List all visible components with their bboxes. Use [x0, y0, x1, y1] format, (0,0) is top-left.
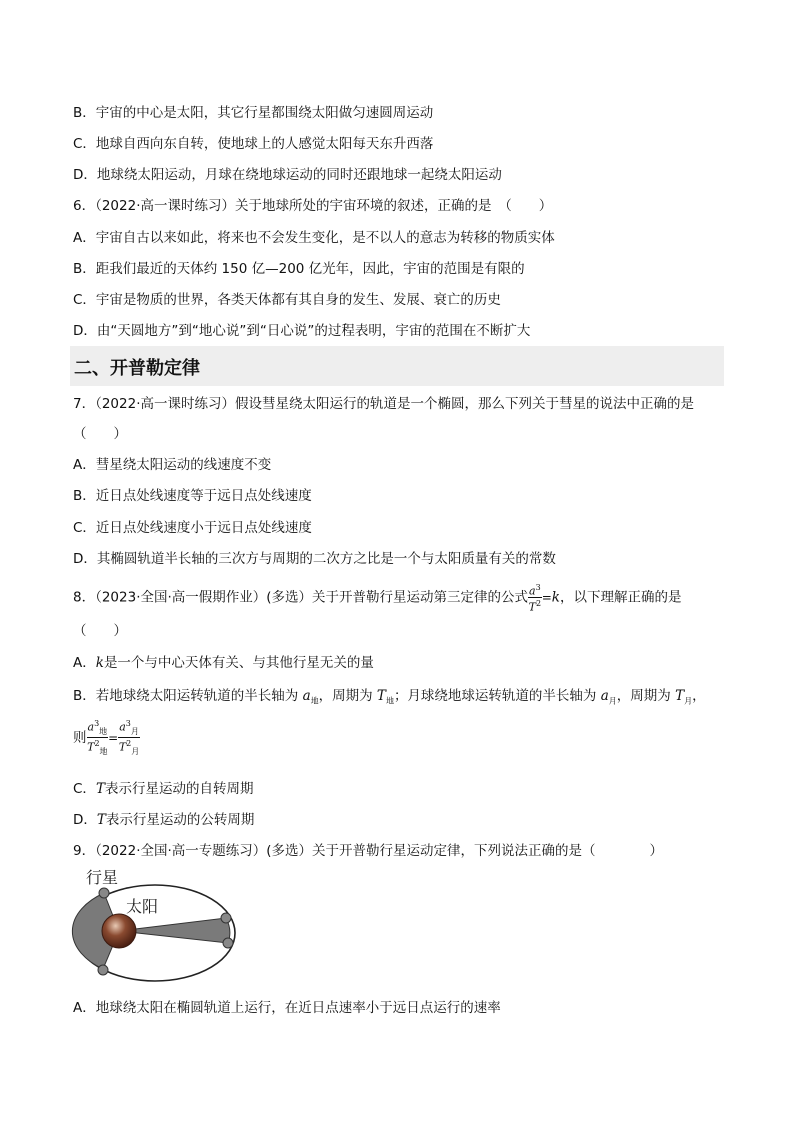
q8-text-pre: 8．（2023·全国·高一假期作业）(多选）关于开普勒行星运动第三定律的公式 [73, 589, 529, 606]
formula-a: a [529, 584, 536, 598]
q8-b-t-moon-sub: 月 [684, 696, 693, 706]
q8-b-a-earth: 地 [310, 696, 319, 706]
q7-option-c: C．近日点处线速度小于远日点处线速度 [73, 520, 312, 536]
formula-square: 2 [536, 598, 542, 608]
q8-option-c-label: C． [73, 781, 96, 797]
planet-dot [98, 965, 108, 975]
q8-option-b-text-1: B．若地球绕太阳运转轨道的半长轴为 [73, 688, 299, 704]
section-title: 二、开普勒定律 [74, 358, 200, 379]
earth-ratio [87, 718, 109, 758]
orbit-diagram-svg [70, 866, 240, 984]
moon-ratio-t-sub: 月 [131, 746, 140, 756]
q8-option-b-text-5: ， [692, 688, 706, 704]
earth-ratio-a-sub: 地 [99, 726, 108, 736]
q5-option-d: D．地球绕太阳运动，月球在绕地球运动的同时还跟地球一起绕太阳运动 [73, 167, 502, 183]
q7-answer-paren: （ ） [73, 426, 127, 442]
earth-ratio-cube: 3 [94, 719, 100, 728]
q8-b-t: T [376, 688, 386, 704]
q8-option-a-text: 是一个与中心天体有关、与其他行星无关的量 [103, 655, 374, 671]
q7-option-b: B．近日点处线速度等于远日点处线速度 [73, 488, 312, 504]
q8-option-c [73, 779, 253, 799]
question-9: 9．（2022·全国·高一专题练习）(多选）关于开普勒行星运动定律，下列说法正确的是（ ） [73, 843, 664, 859]
moon-ratio-a-sub: 月 [130, 726, 139, 736]
q8-b-a-moon-sub: 月 [608, 696, 617, 706]
earth-ratio-a: a [87, 720, 95, 734]
moon-ratio-t: T [118, 740, 127, 754]
q8-option-d-t: T [96, 812, 106, 828]
earth-ratio-t: T [87, 740, 95, 754]
moon-ratio-a: a [119, 720, 126, 734]
q8-option-b-text-4: ，周期为 [616, 688, 671, 704]
question-6: 6．（2022·高一课时练习）关于地球所处的宇宙环境的叙述，正确的是 （ ） [73, 198, 553, 214]
sun-icon [102, 914, 136, 948]
q8-then: 则 [73, 729, 87, 746]
moon-ratio-cube: 3 [125, 719, 131, 728]
moon-ratio [118, 718, 140, 758]
q8-option-a [73, 653, 374, 673]
q8-b-t-moon: T [675, 688, 685, 704]
planet-dot [223, 938, 233, 948]
q8-option-d [73, 810, 254, 830]
q7-option-a: A．彗星绕太阳运动的线速度不变 [73, 457, 272, 473]
q6-option-d: D．由“天圆地方”到“地心说”到“日心说”的过程表明，宇宙的范围在不断扩大 [73, 323, 531, 339]
planet-label: 行星 [86, 868, 119, 887]
q9-option-a: A．地球绕太阳在椭圆轨道上运行，在近日点速率小于远日点运行的速率 [73, 1000, 501, 1016]
earth-ratio-t-sub: 地 [99, 746, 108, 756]
planet-dot [221, 913, 231, 923]
q8-option-d-text: 表示行星运动的公转周期 [105, 812, 255, 828]
q8-option-a-k: k [95, 655, 104, 671]
formula-equals: = [541, 590, 552, 605]
earth-ratio-square: 2 [94, 738, 100, 748]
formula-cube: 3 [535, 583, 541, 592]
q8-answer-paren: （ ） [73, 623, 127, 639]
q7-option-d: D．其椭圆轨道半长轴的三次方与周期的二次方之比是一个与太阳质量有关的常数 [73, 551, 556, 567]
question-7: 7．（2022·高一课时练习）假设彗星绕太阳运行的轨道是一个椭圆，那么下列关于彗星的说法中正确的是 [73, 396, 694, 412]
q5-option-b: B．宇宙的中心是太阳，其它行星都围绕太阳做匀速圆周运动 [73, 105, 434, 121]
sun-label: 太阳 [126, 897, 159, 916]
q8-b-t-earth: 地 [385, 696, 394, 706]
q6-option-a: A．宇宙自古以来如此，将来也不会发生变化，是不以人的意志为转移的物质实体 [73, 230, 555, 246]
kepler-formula [528, 582, 542, 613]
q8-b-a: a [302, 688, 311, 704]
q8-option-b-text-3: ；月球绕地球运转轨道的半长轴为 [393, 688, 597, 704]
q8-option-d-label: D． [73, 812, 97, 828]
q8-text-post: ，以下理解正确的是 [559, 589, 682, 606]
q8-option-c-text: 表示行星运动的自转周期 [104, 781, 254, 797]
section-header [70, 346, 724, 386]
orbit-diagram [70, 866, 240, 984]
q8-option-c-t: T [95, 781, 105, 797]
q8-option-a-label: A． [73, 655, 96, 671]
q8-b-a-moon: a [600, 688, 609, 704]
q8-option-b-formula [73, 718, 140, 758]
planet-dot [99, 888, 109, 898]
q8-option-b [73, 686, 706, 712]
q5-option-c: C．地球自西向东自转，使地球上的人感觉太阳每天东升西落 [73, 136, 434, 152]
ratio-equals: = [108, 730, 119, 745]
question-8 [73, 582, 681, 613]
q8-option-b-text-2: ，周期为 [318, 688, 373, 704]
formula-t: T [528, 600, 536, 614]
q6-option-b: B．距我们最近的天体约 150 亿—200 亿光年，因此，宇宙的范围是有限的 [73, 261, 525, 277]
formula-k: k [551, 589, 560, 606]
moon-ratio-square: 2 [126, 738, 132, 748]
q6-option-c: C．宇宙是物质的世界，各类天体都有其自身的发生、发展、衰亡的历史 [73, 292, 501, 308]
